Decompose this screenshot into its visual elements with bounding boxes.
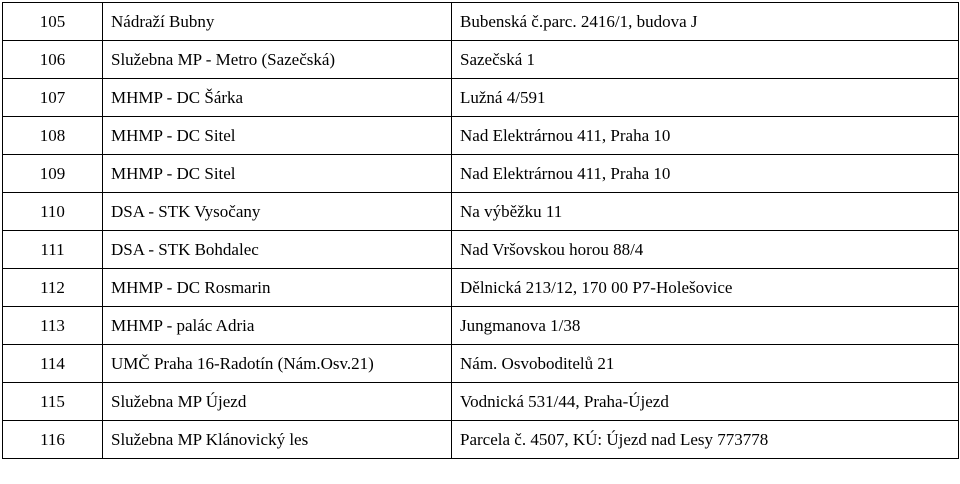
table-row: [3, 269, 959, 307]
locations-table: [2, 2, 959, 459]
location-name-cell: MHMP - DC Šárka: [103, 79, 452, 117]
row-number-cell: 110: [3, 193, 103, 231]
location-name-cell: MHMP - DC Rosmarin: [103, 269, 452, 307]
table-body: [3, 3, 959, 459]
address-cell: Lužná 4/591: [452, 79, 959, 117]
address-cell: Nad Elektrárnou 411, Praha 10: [452, 117, 959, 155]
address-cell: Sazečská 1: [452, 41, 959, 79]
location-name-cell: MHMP - DC Sitel: [103, 117, 452, 155]
table-row: [3, 307, 959, 345]
table-row: [3, 155, 959, 193]
address-cell: Jungmanova 1/38: [452, 307, 959, 345]
location-name-cell: Nádraží Bubny: [103, 3, 452, 41]
table-row: [3, 383, 959, 421]
table-row: [3, 421, 959, 459]
row-number-cell: 112: [3, 269, 103, 307]
address-cell: Nám. Osvoboditelů 21: [452, 345, 959, 383]
row-number-cell: 107: [3, 79, 103, 117]
table-row: [3, 117, 959, 155]
location-name-cell: DSA - STK Bohdalec: [103, 231, 452, 269]
row-number-cell: 114: [3, 345, 103, 383]
table-row: [3, 79, 959, 117]
address-cell: Bubenská č.parc. 2416/1, budova J: [452, 3, 959, 41]
location-name-cell: Služebna MP Újezd: [103, 383, 452, 421]
address-cell: Nad Vršovskou horou 88/4: [452, 231, 959, 269]
row-number-cell: 113: [3, 307, 103, 345]
address-cell: Nad Elektrárnou 411, Praha 10: [452, 155, 959, 193]
table-row: [3, 3, 959, 41]
address-cell: Vodnická 531/44, Praha-Újezd: [452, 383, 959, 421]
table-row: [3, 193, 959, 231]
row-number-cell: 108: [3, 117, 103, 155]
location-name-cell: DSA - STK Vysočany: [103, 193, 452, 231]
row-number-cell: 116: [3, 421, 103, 459]
location-name-cell: Služebna MP - Metro (Sazečská): [103, 41, 452, 79]
address-cell: Parcela č. 4507, KÚ: Újezd nad Lesy 773778: [452, 421, 959, 459]
location-name-cell: MHMP - DC Sitel: [103, 155, 452, 193]
row-number-cell: 105: [3, 3, 103, 41]
location-name-cell: UMČ Praha 16-Radotín (Nám.Osv.21): [103, 345, 452, 383]
table-row: [3, 345, 959, 383]
row-number-cell: 111: [3, 231, 103, 269]
row-number-cell: 106: [3, 41, 103, 79]
row-number-cell: 115: [3, 383, 103, 421]
row-number-cell: 109: [3, 155, 103, 193]
location-name-cell: MHMP - palác Adria: [103, 307, 452, 345]
table-row: [3, 41, 959, 79]
address-cell: Na výběžku 11: [452, 193, 959, 231]
location-name-cell: Služebna MP Klánovický les: [103, 421, 452, 459]
address-cell: Dělnická 213/12, 170 00 P7-Holešovice: [452, 269, 959, 307]
table-row: [3, 231, 959, 269]
